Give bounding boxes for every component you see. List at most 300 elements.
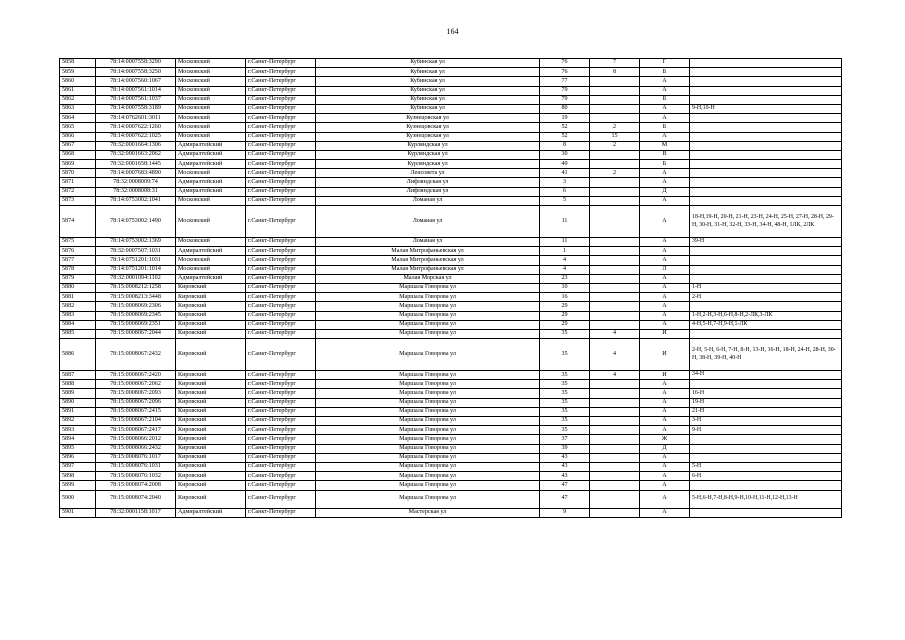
letter-cell: А bbox=[640, 178, 690, 187]
building-number-cell: 15 bbox=[590, 132, 640, 141]
row-number-cell: 5875 bbox=[60, 238, 96, 247]
district-cell: Московский bbox=[176, 77, 246, 86]
district-cell: Кировский bbox=[176, 472, 246, 481]
district-cell: Московский bbox=[176, 132, 246, 141]
table-row bbox=[60, 114, 842, 123]
page-number: 164 bbox=[446, 27, 459, 36]
building-number-cell bbox=[590, 206, 640, 238]
street-cell: Кубинская ул bbox=[316, 86, 540, 95]
house-number-cell: 47 bbox=[540, 481, 590, 490]
premises-note-cell bbox=[690, 114, 842, 123]
cadastral-number-cell: 78:15:0008076:1031 bbox=[96, 462, 176, 471]
house-number-cell: 52 bbox=[540, 123, 590, 132]
table-row bbox=[60, 59, 842, 68]
letter-cell: И bbox=[640, 371, 690, 380]
building-number-cell bbox=[590, 472, 640, 481]
street-cell: Маршала Говорова ул bbox=[316, 472, 540, 481]
table-row bbox=[60, 371, 842, 380]
row-number-cell: 5881 bbox=[60, 293, 96, 302]
table-row bbox=[60, 508, 842, 517]
cadastral-number-cell: 78:32:0001658:1445 bbox=[96, 160, 176, 169]
table-row bbox=[60, 339, 842, 371]
premises-note-cell: 6-Н bbox=[690, 472, 842, 481]
city-cell: г.Санкт-Петербург bbox=[246, 196, 316, 205]
building-number-cell: 4 bbox=[590, 339, 640, 371]
house-number-cell: 35 bbox=[540, 371, 590, 380]
house-number-cell: 35 bbox=[540, 339, 590, 371]
building-number-cell bbox=[590, 178, 640, 187]
premises-note-cell: 2-Н bbox=[690, 293, 842, 302]
house-number-cell: 35 bbox=[540, 426, 590, 435]
district-cell: Кировский bbox=[176, 453, 246, 462]
house-number-cell: 11 bbox=[540, 206, 590, 238]
premises-note-cell: 5-Н,6-Н,7-Н,8-Н,9-Н,10-Н,11-Н,12-Н,13-Н bbox=[690, 490, 842, 508]
table-row bbox=[60, 169, 842, 178]
table-row bbox=[60, 178, 842, 187]
street-cell: Маршала Говорова ул bbox=[316, 407, 540, 416]
house-number-cell: 4 bbox=[540, 256, 590, 265]
premises-note-cell bbox=[690, 453, 842, 462]
row-number-cell: 5889 bbox=[60, 389, 96, 398]
row-number-cell: 5898 bbox=[60, 472, 96, 481]
city-cell: г.Санкт-Петербург bbox=[246, 380, 316, 389]
row-number-cell: 5897 bbox=[60, 462, 96, 471]
building-number-cell bbox=[590, 435, 640, 444]
city-cell: г.Санкт-Петербург bbox=[246, 329, 316, 338]
cadastral-number-cell: 78:14:0007558:3189 bbox=[96, 104, 176, 113]
cadastral-number-cell: 78:15:0008067:2104 bbox=[96, 417, 176, 426]
cadastral-number-cell: 78:15:0008076:1032 bbox=[96, 472, 176, 481]
district-cell: Кировский bbox=[176, 329, 246, 338]
row-number-cell: 5878 bbox=[60, 265, 96, 274]
building-number-cell: 7 bbox=[590, 59, 640, 68]
letter-cell: А bbox=[640, 380, 690, 389]
table-row bbox=[60, 206, 842, 238]
row-number-cell: 5884 bbox=[60, 320, 96, 329]
cadastral-number-cell: 78:14:0007622:1260 bbox=[96, 123, 176, 132]
cadastral-number-cell: 78:14:0007558:3290 bbox=[96, 59, 176, 68]
building-number-cell bbox=[590, 407, 640, 416]
row-number-cell: 5867 bbox=[60, 141, 96, 150]
district-cell: Кировский bbox=[176, 462, 246, 471]
cadastral-number-cell: 78:15:0008066:2432 bbox=[96, 444, 176, 453]
premises-note-cell bbox=[690, 77, 842, 86]
house-number-cell: 77 bbox=[540, 77, 590, 86]
city-cell: г.Санкт-Петербург bbox=[246, 389, 316, 398]
house-number-cell: 8 bbox=[540, 141, 590, 150]
table-row bbox=[60, 426, 842, 435]
letter-cell: Л bbox=[640, 265, 690, 274]
letter-cell: А bbox=[640, 104, 690, 113]
city-cell: г.Санкт-Петербург bbox=[246, 150, 316, 159]
city-cell: г.Санкт-Петербург bbox=[246, 104, 316, 113]
premises-note-cell bbox=[690, 141, 842, 150]
city-cell: г.Санкт-Петербург bbox=[246, 141, 316, 150]
district-cell: Кировский bbox=[176, 339, 246, 371]
premises-note-cell bbox=[690, 256, 842, 265]
table-row bbox=[60, 68, 842, 77]
building-number-cell bbox=[590, 508, 640, 517]
cadastral-number-cell: 78:15:0008067:2420 bbox=[96, 371, 176, 380]
building-number-cell bbox=[590, 302, 640, 311]
registry-table bbox=[59, 58, 842, 518]
district-cell: Кировский bbox=[176, 426, 246, 435]
letter-cell: Ж bbox=[640, 435, 690, 444]
city-cell: г.Санкт-Петербург bbox=[246, 86, 316, 95]
district-cell: Кировский bbox=[176, 302, 246, 311]
city-cell: г.Санкт-Петербург bbox=[246, 417, 316, 426]
city-cell: г.Санкт-Петербург bbox=[246, 339, 316, 371]
premises-note-cell bbox=[690, 508, 842, 517]
building-number-cell bbox=[590, 247, 640, 256]
house-number-cell: 43 bbox=[540, 472, 590, 481]
letter-cell: А bbox=[640, 462, 690, 471]
row-number-cell: 5866 bbox=[60, 132, 96, 141]
cadastral-number-cell: 78:14:0753002:1041 bbox=[96, 196, 176, 205]
building-number-cell bbox=[590, 311, 640, 320]
district-cell: Кировский bbox=[176, 320, 246, 329]
cadastral-number-cell: 78:15:0008067:2417 bbox=[96, 426, 176, 435]
street-cell: Маршала Говорова ул bbox=[316, 329, 540, 338]
building-number-cell bbox=[590, 274, 640, 283]
district-cell: Кировский bbox=[176, 398, 246, 407]
district-cell: Адмиралтейский bbox=[176, 178, 246, 187]
street-cell: Кубинская ул bbox=[316, 77, 540, 86]
table-row bbox=[60, 417, 842, 426]
row-number-cell: 5861 bbox=[60, 86, 96, 95]
letter-cell: Б bbox=[640, 160, 690, 169]
city-cell: г.Санкт-Петербург bbox=[246, 283, 316, 292]
table-row bbox=[60, 86, 842, 95]
city-cell: г.Санкт-Петербург bbox=[246, 256, 316, 265]
house-number-cell: 35 bbox=[540, 380, 590, 389]
district-cell: Кировский bbox=[176, 380, 246, 389]
city-cell: г.Санкт-Петербург bbox=[246, 435, 316, 444]
city-cell: г.Санкт-Петербург bbox=[246, 462, 316, 471]
row-number-cell: 5891 bbox=[60, 407, 96, 416]
street-cell: Малая Митрофаньевская ул bbox=[316, 265, 540, 274]
building-number-cell bbox=[590, 86, 640, 95]
district-cell: Адмиралтейский bbox=[176, 274, 246, 283]
table-row bbox=[60, 247, 842, 256]
street-cell: Ленсовета ул bbox=[316, 169, 540, 178]
building-number-cell bbox=[590, 398, 640, 407]
house-number-cell: 5 bbox=[540, 196, 590, 205]
street-cell: Ломаная ул bbox=[316, 206, 540, 238]
premises-note-cell bbox=[690, 178, 842, 187]
district-cell: Московский bbox=[176, 68, 246, 77]
letter-cell: А bbox=[640, 274, 690, 283]
letter-cell: А bbox=[640, 169, 690, 178]
city-cell: г.Санкт-Петербург bbox=[246, 481, 316, 490]
house-number-cell: 49 bbox=[540, 160, 590, 169]
house-number-cell: 43 bbox=[540, 462, 590, 471]
premises-note-cell: 2-Н, 5-Н, 6-Н, 7-Н, 8-Н, 13-Н, 16-Н, 18-Н, 24-Н, 28-Н, 30-Н, 38-Н, 39-Н, 40-Н bbox=[690, 339, 842, 371]
table-row bbox=[60, 196, 842, 205]
building-number-cell bbox=[590, 481, 640, 490]
city-cell: г.Санкт-Петербург bbox=[246, 508, 316, 517]
street-cell: Лифляндская ул bbox=[316, 178, 540, 187]
row-number-cell: 5869 bbox=[60, 160, 96, 169]
table-row bbox=[60, 238, 842, 247]
letter-cell: А bbox=[640, 311, 690, 320]
premises-note-cell bbox=[690, 274, 842, 283]
cadastral-number-cell: 78:15:0008074:2008 bbox=[96, 481, 176, 490]
premises-note-cell bbox=[690, 247, 842, 256]
house-number-cell: 11 bbox=[540, 238, 590, 247]
premises-note-cell: 1-Н bbox=[690, 283, 842, 292]
letter-cell: Б bbox=[640, 123, 690, 132]
row-number-cell: 5890 bbox=[60, 398, 96, 407]
table-row bbox=[60, 283, 842, 292]
letter-cell: А bbox=[640, 320, 690, 329]
cadastral-number-cell: 78:15:0008067:2062 bbox=[96, 380, 176, 389]
table-row bbox=[60, 77, 842, 86]
building-number-cell bbox=[590, 490, 640, 508]
city-cell: г.Санкт-Петербург bbox=[246, 169, 316, 178]
letter-cell: А bbox=[640, 417, 690, 426]
house-number-cell: 47 bbox=[540, 490, 590, 508]
house-number-cell: 19 bbox=[540, 114, 590, 123]
cadastral-number-cell: 78:14:0007561:1037 bbox=[96, 95, 176, 104]
building-number-cell bbox=[590, 114, 640, 123]
row-number-cell: 5877 bbox=[60, 256, 96, 265]
district-cell: Кировский bbox=[176, 389, 246, 398]
cadastral-number-cell: 78:32:0008008:31 bbox=[96, 187, 176, 196]
cadastral-number-cell: 78:15:0008213:3448 bbox=[96, 293, 176, 302]
table-row bbox=[60, 329, 842, 338]
row-number-cell: 5885 bbox=[60, 329, 96, 338]
house-number-cell: 23 bbox=[540, 274, 590, 283]
table-row bbox=[60, 444, 842, 453]
city-cell: г.Санкт-Петербург bbox=[246, 274, 316, 283]
row-number-cell: 5873 bbox=[60, 196, 96, 205]
building-number-cell bbox=[590, 389, 640, 398]
premises-note-cell: 16-Н bbox=[690, 389, 842, 398]
premises-note-cell bbox=[690, 329, 842, 338]
house-number-cell: 3 bbox=[540, 178, 590, 187]
house-number-cell: 29 bbox=[540, 311, 590, 320]
row-number-cell: 5879 bbox=[60, 274, 96, 283]
table-row bbox=[60, 320, 842, 329]
district-cell: Кировский bbox=[176, 444, 246, 453]
district-cell: Московский bbox=[176, 256, 246, 265]
house-number-cell: 35 bbox=[540, 329, 590, 338]
street-cell: Маршала Говорова ул bbox=[316, 453, 540, 462]
building-number-cell: 4 bbox=[590, 329, 640, 338]
street-cell: Маршала Говорова ул bbox=[316, 320, 540, 329]
row-number-cell: 5893 bbox=[60, 426, 96, 435]
table-row bbox=[60, 160, 842, 169]
premises-note-cell: 39-Н bbox=[690, 238, 842, 247]
city-cell: г.Санкт-Петербург bbox=[246, 68, 316, 77]
premises-note-cell bbox=[690, 86, 842, 95]
letter-cell: Д bbox=[640, 444, 690, 453]
district-cell: Московский bbox=[176, 238, 246, 247]
table-row bbox=[60, 293, 842, 302]
cadastral-number-cell: 78:15:0008067:2044 bbox=[96, 329, 176, 338]
cadastral-number-cell: 78:15:0008067:2432 bbox=[96, 339, 176, 371]
cadastral-number-cell: 78:32:0001663:2062 bbox=[96, 150, 176, 159]
premises-note-cell bbox=[690, 123, 842, 132]
building-number-cell bbox=[590, 104, 640, 113]
premises-note-cell bbox=[690, 196, 842, 205]
letter-cell: А bbox=[640, 293, 690, 302]
city-cell: г.Санкт-Петербург bbox=[246, 238, 316, 247]
building-number-cell bbox=[590, 265, 640, 274]
letter-cell: А bbox=[640, 453, 690, 462]
street-cell: Ломаная ул bbox=[316, 238, 540, 247]
letter-cell: А bbox=[640, 238, 690, 247]
district-cell: Московский bbox=[176, 104, 246, 113]
row-number-cell: 5874 bbox=[60, 206, 96, 238]
building-number-cell bbox=[590, 95, 640, 104]
letter-cell: А bbox=[640, 114, 690, 123]
street-cell: Кузнецовская ул bbox=[316, 132, 540, 141]
letter-cell: А bbox=[640, 77, 690, 86]
building-number-cell bbox=[590, 283, 640, 292]
district-cell: Кировский bbox=[176, 293, 246, 302]
building-number-cell bbox=[590, 160, 640, 169]
cadastral-number-cell: 78:15:0008067:2415 bbox=[96, 407, 176, 416]
row-number-cell: 5899 bbox=[60, 481, 96, 490]
premises-note-cell bbox=[690, 68, 842, 77]
district-cell: Московский bbox=[176, 59, 246, 68]
table-row bbox=[60, 104, 842, 113]
street-cell: Маршала Говорова ул bbox=[316, 389, 540, 398]
premises-note-cell bbox=[690, 435, 842, 444]
building-number-cell bbox=[590, 293, 640, 302]
district-cell: Кировский bbox=[176, 417, 246, 426]
street-cell: Курляндская ул bbox=[316, 160, 540, 169]
building-number-cell bbox=[590, 462, 640, 471]
district-cell: Кировский bbox=[176, 311, 246, 320]
premises-note-cell: 9-Н bbox=[690, 426, 842, 435]
table-row bbox=[60, 481, 842, 490]
premises-note-cell: 4-Н,5-Н,7-Н,9-Н,1-ЛК bbox=[690, 320, 842, 329]
letter-cell: В bbox=[640, 150, 690, 159]
city-cell: г.Санкт-Петербург bbox=[246, 59, 316, 68]
letter-cell: А bbox=[640, 389, 690, 398]
table-row bbox=[60, 187, 842, 196]
cadastral-number-cell: 78:14:0007622:1025 bbox=[96, 132, 176, 141]
premises-note-cell: 9-Н,10-Н bbox=[690, 104, 842, 113]
street-cell: Кузнецовская ул bbox=[316, 114, 540, 123]
row-number-cell: 5862 bbox=[60, 95, 96, 104]
row-number-cell: 5900 bbox=[60, 490, 96, 508]
city-cell: г.Санкт-Петербург bbox=[246, 444, 316, 453]
row-number-cell: 5864 bbox=[60, 114, 96, 123]
row-number-cell: 5901 bbox=[60, 508, 96, 517]
city-cell: г.Санкт-Петербург bbox=[246, 178, 316, 187]
premises-note-cell bbox=[690, 302, 842, 311]
letter-cell: И bbox=[640, 329, 690, 338]
table-row bbox=[60, 256, 842, 265]
premises-note-cell bbox=[690, 444, 842, 453]
cadastral-number-cell: 78:14:0007558:3250 bbox=[96, 68, 176, 77]
letter-cell: М bbox=[640, 141, 690, 150]
street-cell: Маршала Говорова ул bbox=[316, 398, 540, 407]
table-row bbox=[60, 123, 842, 132]
table-row bbox=[60, 274, 842, 283]
district-cell: Кировский bbox=[176, 490, 246, 508]
cadastral-number-cell: 78:14:0753002:1369 bbox=[96, 238, 176, 247]
city-cell: г.Санкт-Петербург bbox=[246, 265, 316, 274]
city-cell: г.Санкт-Петербург bbox=[246, 302, 316, 311]
table-row bbox=[60, 132, 842, 141]
district-cell: Адмиралтейский bbox=[176, 160, 246, 169]
row-number-cell: 5860 bbox=[60, 77, 96, 86]
building-number-cell bbox=[590, 417, 640, 426]
city-cell: г.Санкт-Петербург bbox=[246, 206, 316, 238]
house-number-cell: 43 bbox=[540, 453, 590, 462]
letter-cell: Б bbox=[640, 68, 690, 77]
premises-note-cell bbox=[690, 59, 842, 68]
building-number-cell bbox=[590, 320, 640, 329]
street-cell: Кубинская ул bbox=[316, 104, 540, 113]
city-cell: г.Санкт-Петербург bbox=[246, 293, 316, 302]
house-number-cell: 80 bbox=[540, 104, 590, 113]
row-number-cell: 5883 bbox=[60, 311, 96, 320]
premises-note-cell: 21-Н bbox=[690, 407, 842, 416]
city-cell: г.Санкт-Петербург bbox=[246, 453, 316, 462]
building-number-cell: 2 bbox=[590, 169, 640, 178]
street-cell: Малая Морская ул bbox=[316, 274, 540, 283]
house-number-cell: 1 bbox=[540, 247, 590, 256]
building-number-cell: 2 bbox=[590, 141, 640, 150]
table-row bbox=[60, 150, 842, 159]
city-cell: г.Санкт-Петербург bbox=[246, 95, 316, 104]
premises-note-cell: 1-Н,2-Н,3-Н,6-Н,8-Н,2-ЛК,3-ЛК bbox=[690, 311, 842, 320]
house-number-cell: 35 bbox=[540, 389, 590, 398]
street-cell: Маршала Говорова ул bbox=[316, 426, 540, 435]
letter-cell: А bbox=[640, 481, 690, 490]
street-cell: Кубинская ул bbox=[316, 95, 540, 104]
premises-note-cell bbox=[690, 169, 842, 178]
table-row bbox=[60, 472, 842, 481]
letter-cell: А bbox=[640, 398, 690, 407]
city-cell: г.Санкт-Петербург bbox=[246, 472, 316, 481]
premises-note-cell: 3-Н bbox=[690, 417, 842, 426]
house-number-cell: 4 bbox=[540, 265, 590, 274]
row-number-cell: 5886 bbox=[60, 339, 96, 371]
street-cell: Маршала Говорова ул bbox=[316, 283, 540, 292]
cadastral-number-cell: 78:15:0008066:2012 bbox=[96, 435, 176, 444]
city-cell: г.Санкт-Петербург bbox=[246, 123, 316, 132]
district-cell: Адмиралтейский bbox=[176, 247, 246, 256]
district-cell: Кировский bbox=[176, 283, 246, 292]
letter-cell: А bbox=[640, 283, 690, 292]
premises-note-cell: 19-Н bbox=[690, 398, 842, 407]
house-number-cell: 37 bbox=[540, 435, 590, 444]
house-number-cell: 79 bbox=[540, 86, 590, 95]
letter-cell: А bbox=[640, 196, 690, 205]
table-row bbox=[60, 265, 842, 274]
district-cell: Кировский bbox=[176, 435, 246, 444]
building-number-cell: 2 bbox=[590, 123, 640, 132]
premises-note-cell bbox=[690, 265, 842, 274]
city-cell: г.Санкт-Петербург bbox=[246, 160, 316, 169]
row-number-cell: 5863 bbox=[60, 104, 96, 113]
street-cell: Малая Митрофаньевская ул bbox=[316, 256, 540, 265]
table-row bbox=[60, 302, 842, 311]
district-cell: Московский bbox=[176, 86, 246, 95]
premises-note-cell bbox=[690, 380, 842, 389]
row-number-cell: 5882 bbox=[60, 302, 96, 311]
city-cell: г.Санкт-Петербург bbox=[246, 398, 316, 407]
row-number-cell: 5868 bbox=[60, 150, 96, 159]
street-cell: Ломаная ул bbox=[316, 196, 540, 205]
